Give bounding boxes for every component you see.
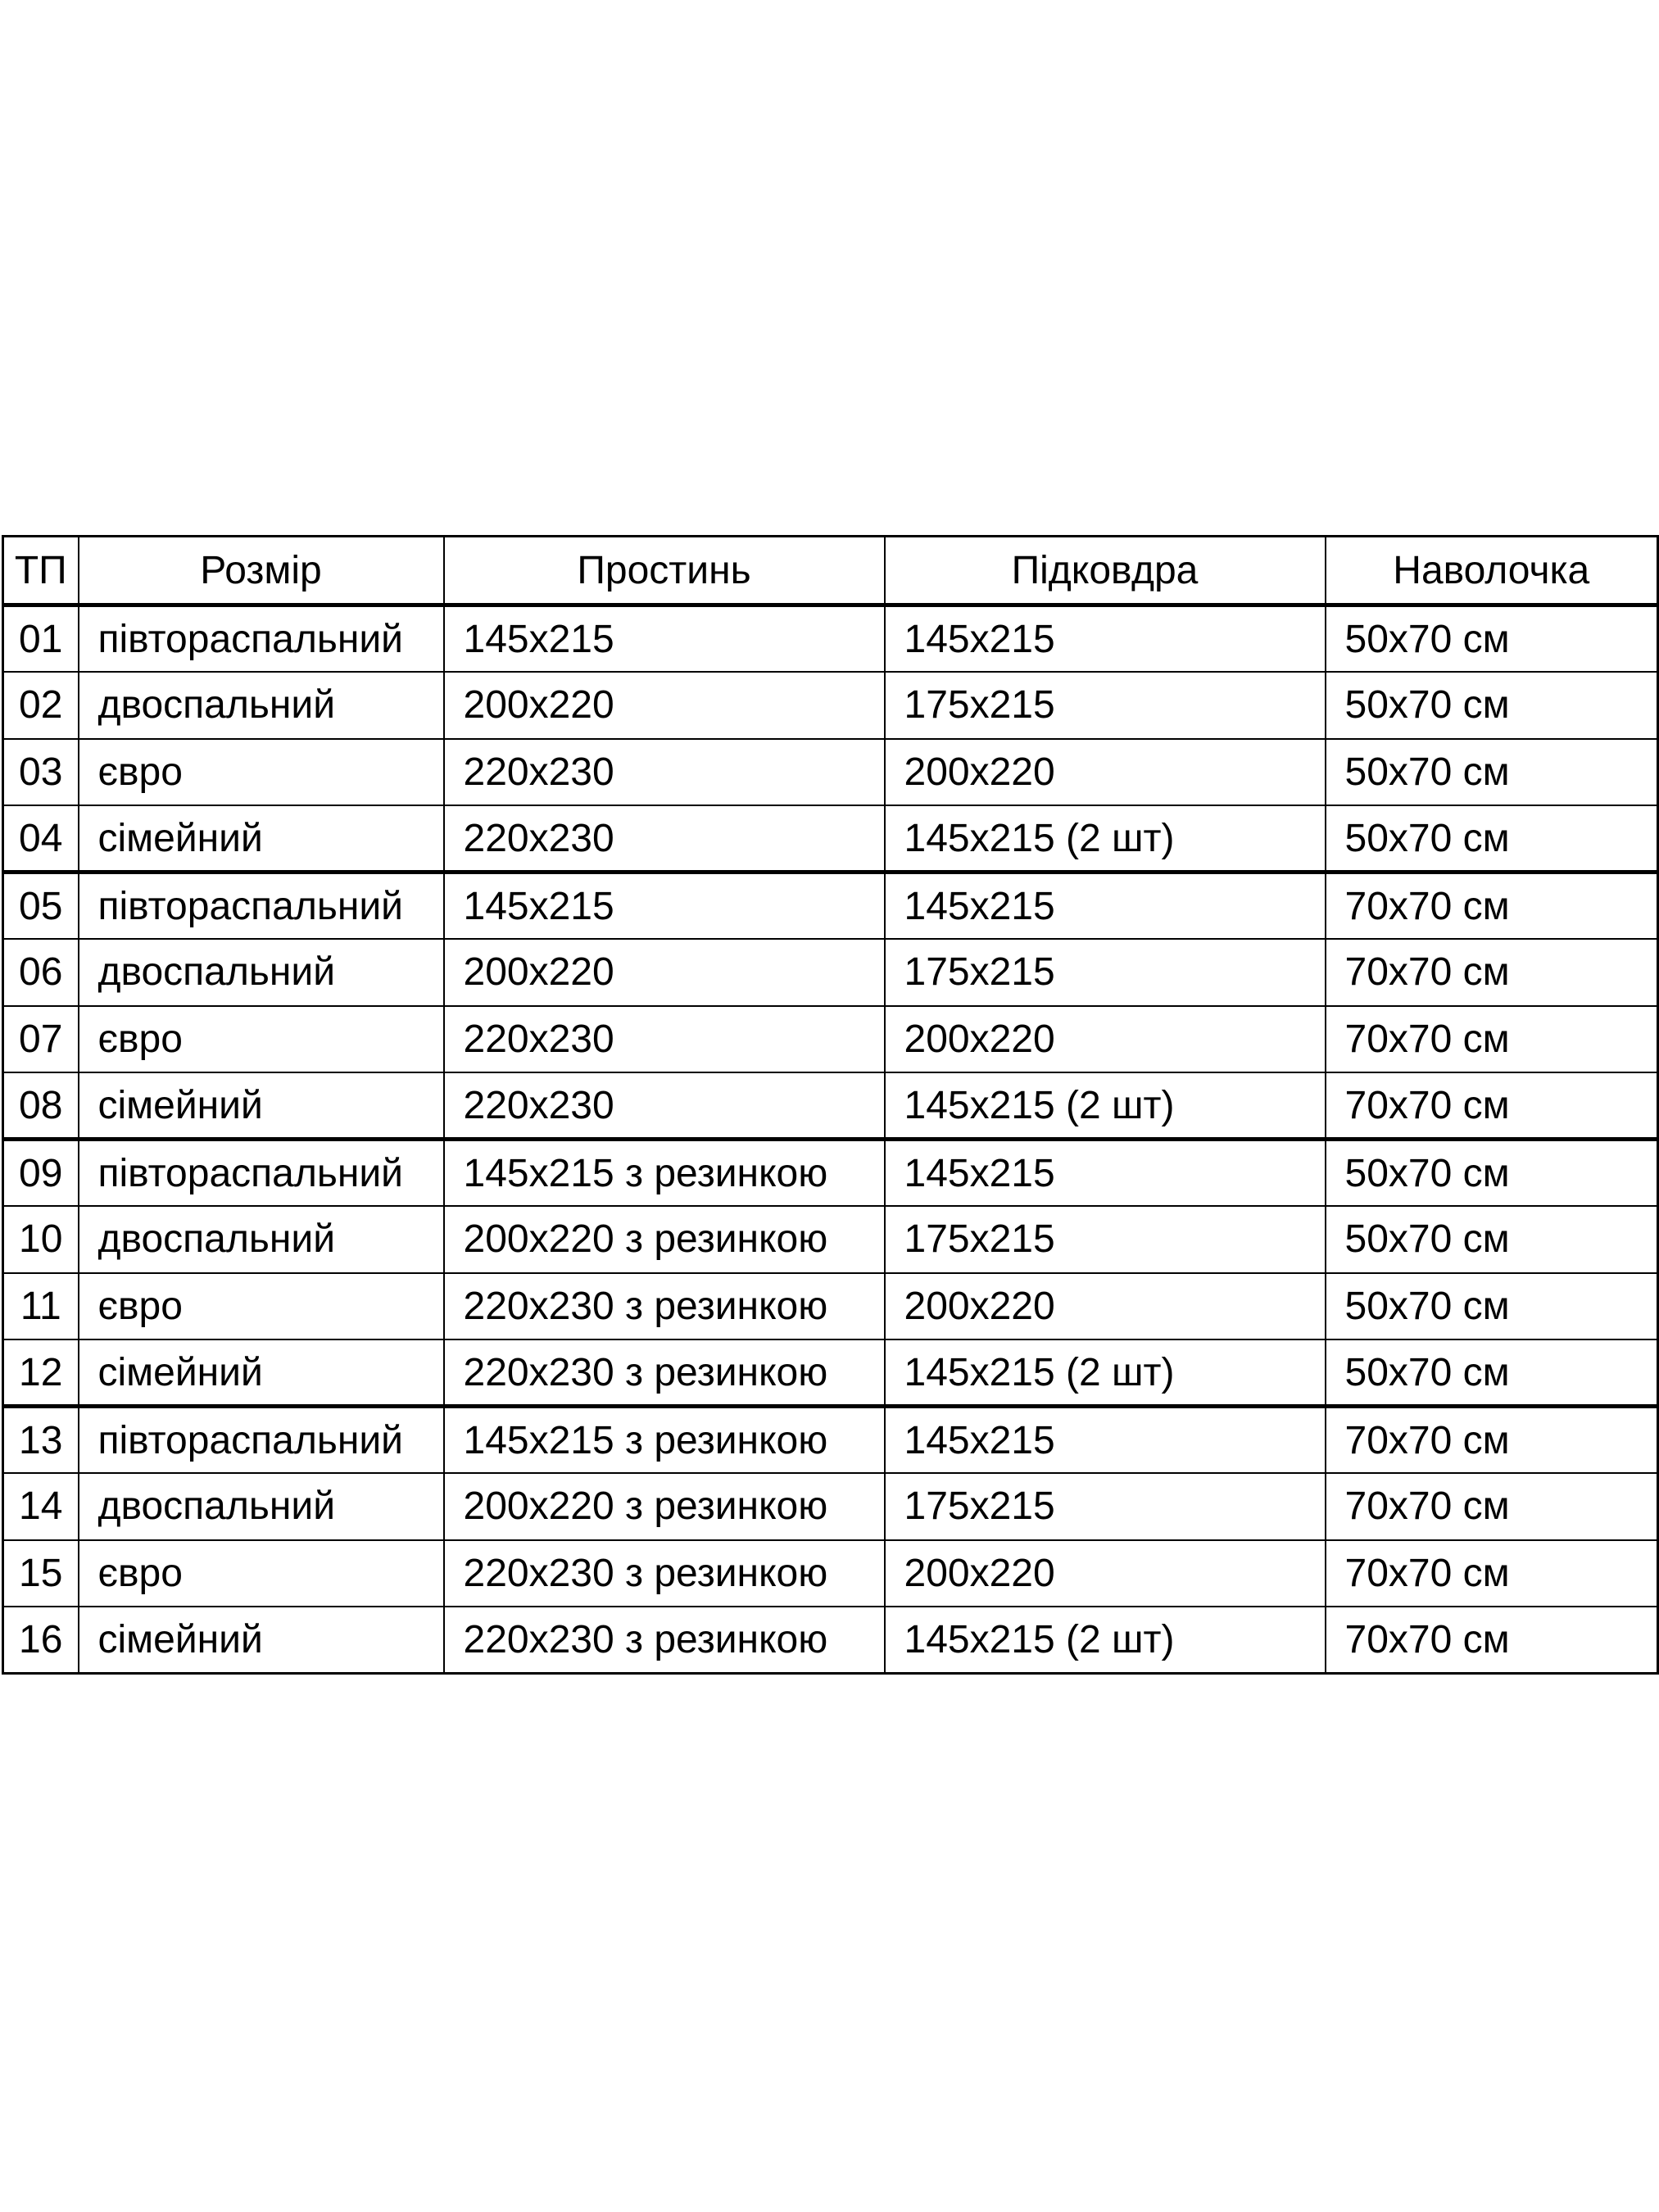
table-row bbox=[3, 739, 1658, 806]
table-cell: 70х70 см bbox=[1326, 1407, 1658, 1474]
table-cell: 50х70 см bbox=[1326, 605, 1658, 673]
table-row bbox=[3, 1006, 1658, 1073]
table-cell: 200х220 з резинкою bbox=[444, 1473, 885, 1540]
table-cell: 175х215 bbox=[885, 672, 1326, 739]
table-cell: євро bbox=[79, 739, 444, 806]
table-cell: 200х220 bbox=[885, 739, 1326, 806]
table-cell: 50х70 см bbox=[1326, 1273, 1658, 1340]
table-cell: сімейний bbox=[79, 1072, 444, 1140]
table-cell: двоспальний bbox=[79, 672, 444, 739]
table-cell: 09 bbox=[19, 1151, 63, 1195]
table-cell: 03 bbox=[19, 750, 63, 794]
table-cell: 12 bbox=[19, 1350, 63, 1394]
table-row bbox=[3, 1607, 1658, 1674]
table-cell: 04 bbox=[19, 816, 63, 860]
table-cell: 200х220 bbox=[885, 1006, 1326, 1073]
table-cell: 70х70 см bbox=[1326, 1072, 1658, 1140]
table-cell: 220х230 bbox=[444, 1072, 885, 1140]
header-cell-tp: ТП bbox=[14, 548, 67, 592]
table-cell: 14 bbox=[19, 1484, 63, 1529]
table-row bbox=[3, 939, 1658, 1006]
table-cell: 200х220 з резинкою bbox=[444, 1206, 885, 1273]
table-row bbox=[3, 1140, 1658, 1207]
table-cell: 220х230 з резинкою bbox=[444, 1273, 885, 1340]
table-row bbox=[3, 1206, 1658, 1273]
table-body bbox=[3, 605, 1658, 1674]
table-cell: 13 bbox=[19, 1418, 63, 1462]
table-cell: 70х70 см bbox=[1326, 1607, 1658, 1674]
table-cell: 10 bbox=[19, 1217, 63, 1262]
table-cell: 145х215 bbox=[444, 605, 885, 673]
table-cell: двоспальний bbox=[79, 1206, 444, 1273]
table-cell: 70х70 см bbox=[1326, 873, 1658, 940]
table-cell: 145х215 bbox=[444, 873, 885, 940]
table-header-row bbox=[3, 537, 1658, 605]
table-cell: 70х70 см bbox=[1326, 1006, 1658, 1073]
table-cell: 145х215 (2 шт) bbox=[885, 805, 1326, 873]
table-cell: сімейний bbox=[79, 1339, 444, 1407]
table-cell: 05 bbox=[19, 884, 63, 928]
table-row bbox=[3, 1072, 1658, 1140]
table-cell: 145х215 (2 шт) bbox=[885, 1339, 1326, 1407]
table-cell: 07 bbox=[19, 1017, 63, 1061]
header-cell-sheet: Простинь bbox=[444, 537, 885, 605]
table-cell: 145х215 (2 шт) bbox=[885, 1072, 1326, 1140]
table-row bbox=[3, 1473, 1658, 1540]
table-cell: 50х70 см bbox=[1326, 1339, 1658, 1407]
table-cell: 08 bbox=[19, 1083, 63, 1127]
table-cell: 200х220 bbox=[885, 1540, 1326, 1607]
table-row bbox=[3, 672, 1658, 739]
table-cell: 220х230 з резинкою bbox=[444, 1540, 885, 1607]
table-cell: 145х215 з резинкою bbox=[444, 1140, 885, 1207]
table-cell: 220х230 bbox=[444, 805, 885, 873]
table-row bbox=[3, 805, 1658, 873]
table-cell: 16 bbox=[19, 1618, 63, 1661]
table-cell: 50х70 см bbox=[1326, 672, 1658, 739]
table-cell: євро bbox=[79, 1006, 444, 1073]
table-cell: півтораспальний bbox=[79, 1140, 444, 1207]
table-cell: 145х215 bbox=[885, 873, 1326, 940]
table-row bbox=[3, 1339, 1658, 1407]
table-row bbox=[3, 1540, 1658, 1607]
table-cell: півтораспальний bbox=[79, 1407, 444, 1474]
table-cell: 145х215 (2 шт) bbox=[885, 1607, 1326, 1674]
table-cell: сімейний bbox=[79, 1607, 444, 1674]
bedding-size-table bbox=[2, 535, 1659, 1675]
table-cell: 11 bbox=[20, 1284, 61, 1328]
table-cell: 175х215 bbox=[885, 1473, 1326, 1540]
header-cell-pillow: Наволочка bbox=[1326, 537, 1658, 605]
bedding-size-table-wrap bbox=[2, 535, 1659, 1675]
table-cell: півтораспальний bbox=[79, 605, 444, 673]
table-cell: 06 bbox=[19, 950, 63, 995]
table-cell: 50х70 см bbox=[1326, 1206, 1658, 1273]
table-cell: 50х70 см bbox=[1326, 1140, 1658, 1207]
header-cell-duvet: Підковдра bbox=[885, 537, 1326, 605]
table-cell: двоспальний bbox=[79, 939, 444, 1006]
table-cell: євро bbox=[79, 1273, 444, 1340]
table-cell: 50х70 см bbox=[1326, 739, 1658, 806]
table-cell: сімейний bbox=[79, 805, 444, 873]
table-cell: 175х215 bbox=[885, 939, 1326, 1006]
table-cell: 220х230 bbox=[444, 739, 885, 806]
table-cell: євро bbox=[79, 1540, 444, 1607]
table-cell: 145х215 bbox=[885, 605, 1326, 673]
table-row bbox=[3, 605, 1658, 673]
table-row bbox=[3, 873, 1658, 940]
table-cell: 02 bbox=[19, 683, 63, 728]
table-cell: 200х220 bbox=[885, 1273, 1326, 1340]
table-cell: 15 bbox=[19, 1551, 63, 1595]
table-cell: 145х215 з резинкою bbox=[444, 1407, 885, 1474]
table-cell: 220х230 з резинкою bbox=[444, 1607, 885, 1674]
table-cell: 01 bbox=[19, 617, 63, 661]
table-cell: двоспальний bbox=[79, 1473, 444, 1540]
table-cell: 145х215 bbox=[885, 1140, 1326, 1207]
table-cell: 200х220 bbox=[444, 939, 885, 1006]
table-cell: 175х215 bbox=[885, 1206, 1326, 1273]
header-cell-size: Розмір bbox=[79, 537, 444, 605]
table-cell: 220х230 з резинкою bbox=[444, 1339, 885, 1407]
table-cell: 50х70 см bbox=[1326, 805, 1658, 873]
table-row bbox=[3, 1273, 1658, 1340]
table-cell: 70х70 см bbox=[1326, 1473, 1658, 1540]
table-row bbox=[3, 1407, 1658, 1474]
table-cell: півтораспальний bbox=[79, 873, 444, 940]
table-cell: 70х70 см bbox=[1326, 1540, 1658, 1607]
table-cell: 70х70 см bbox=[1326, 939, 1658, 1006]
table-cell: 145х215 bbox=[885, 1407, 1326, 1474]
table-cell: 220х230 bbox=[444, 1006, 885, 1073]
table-cell: 200х220 bbox=[444, 672, 885, 739]
